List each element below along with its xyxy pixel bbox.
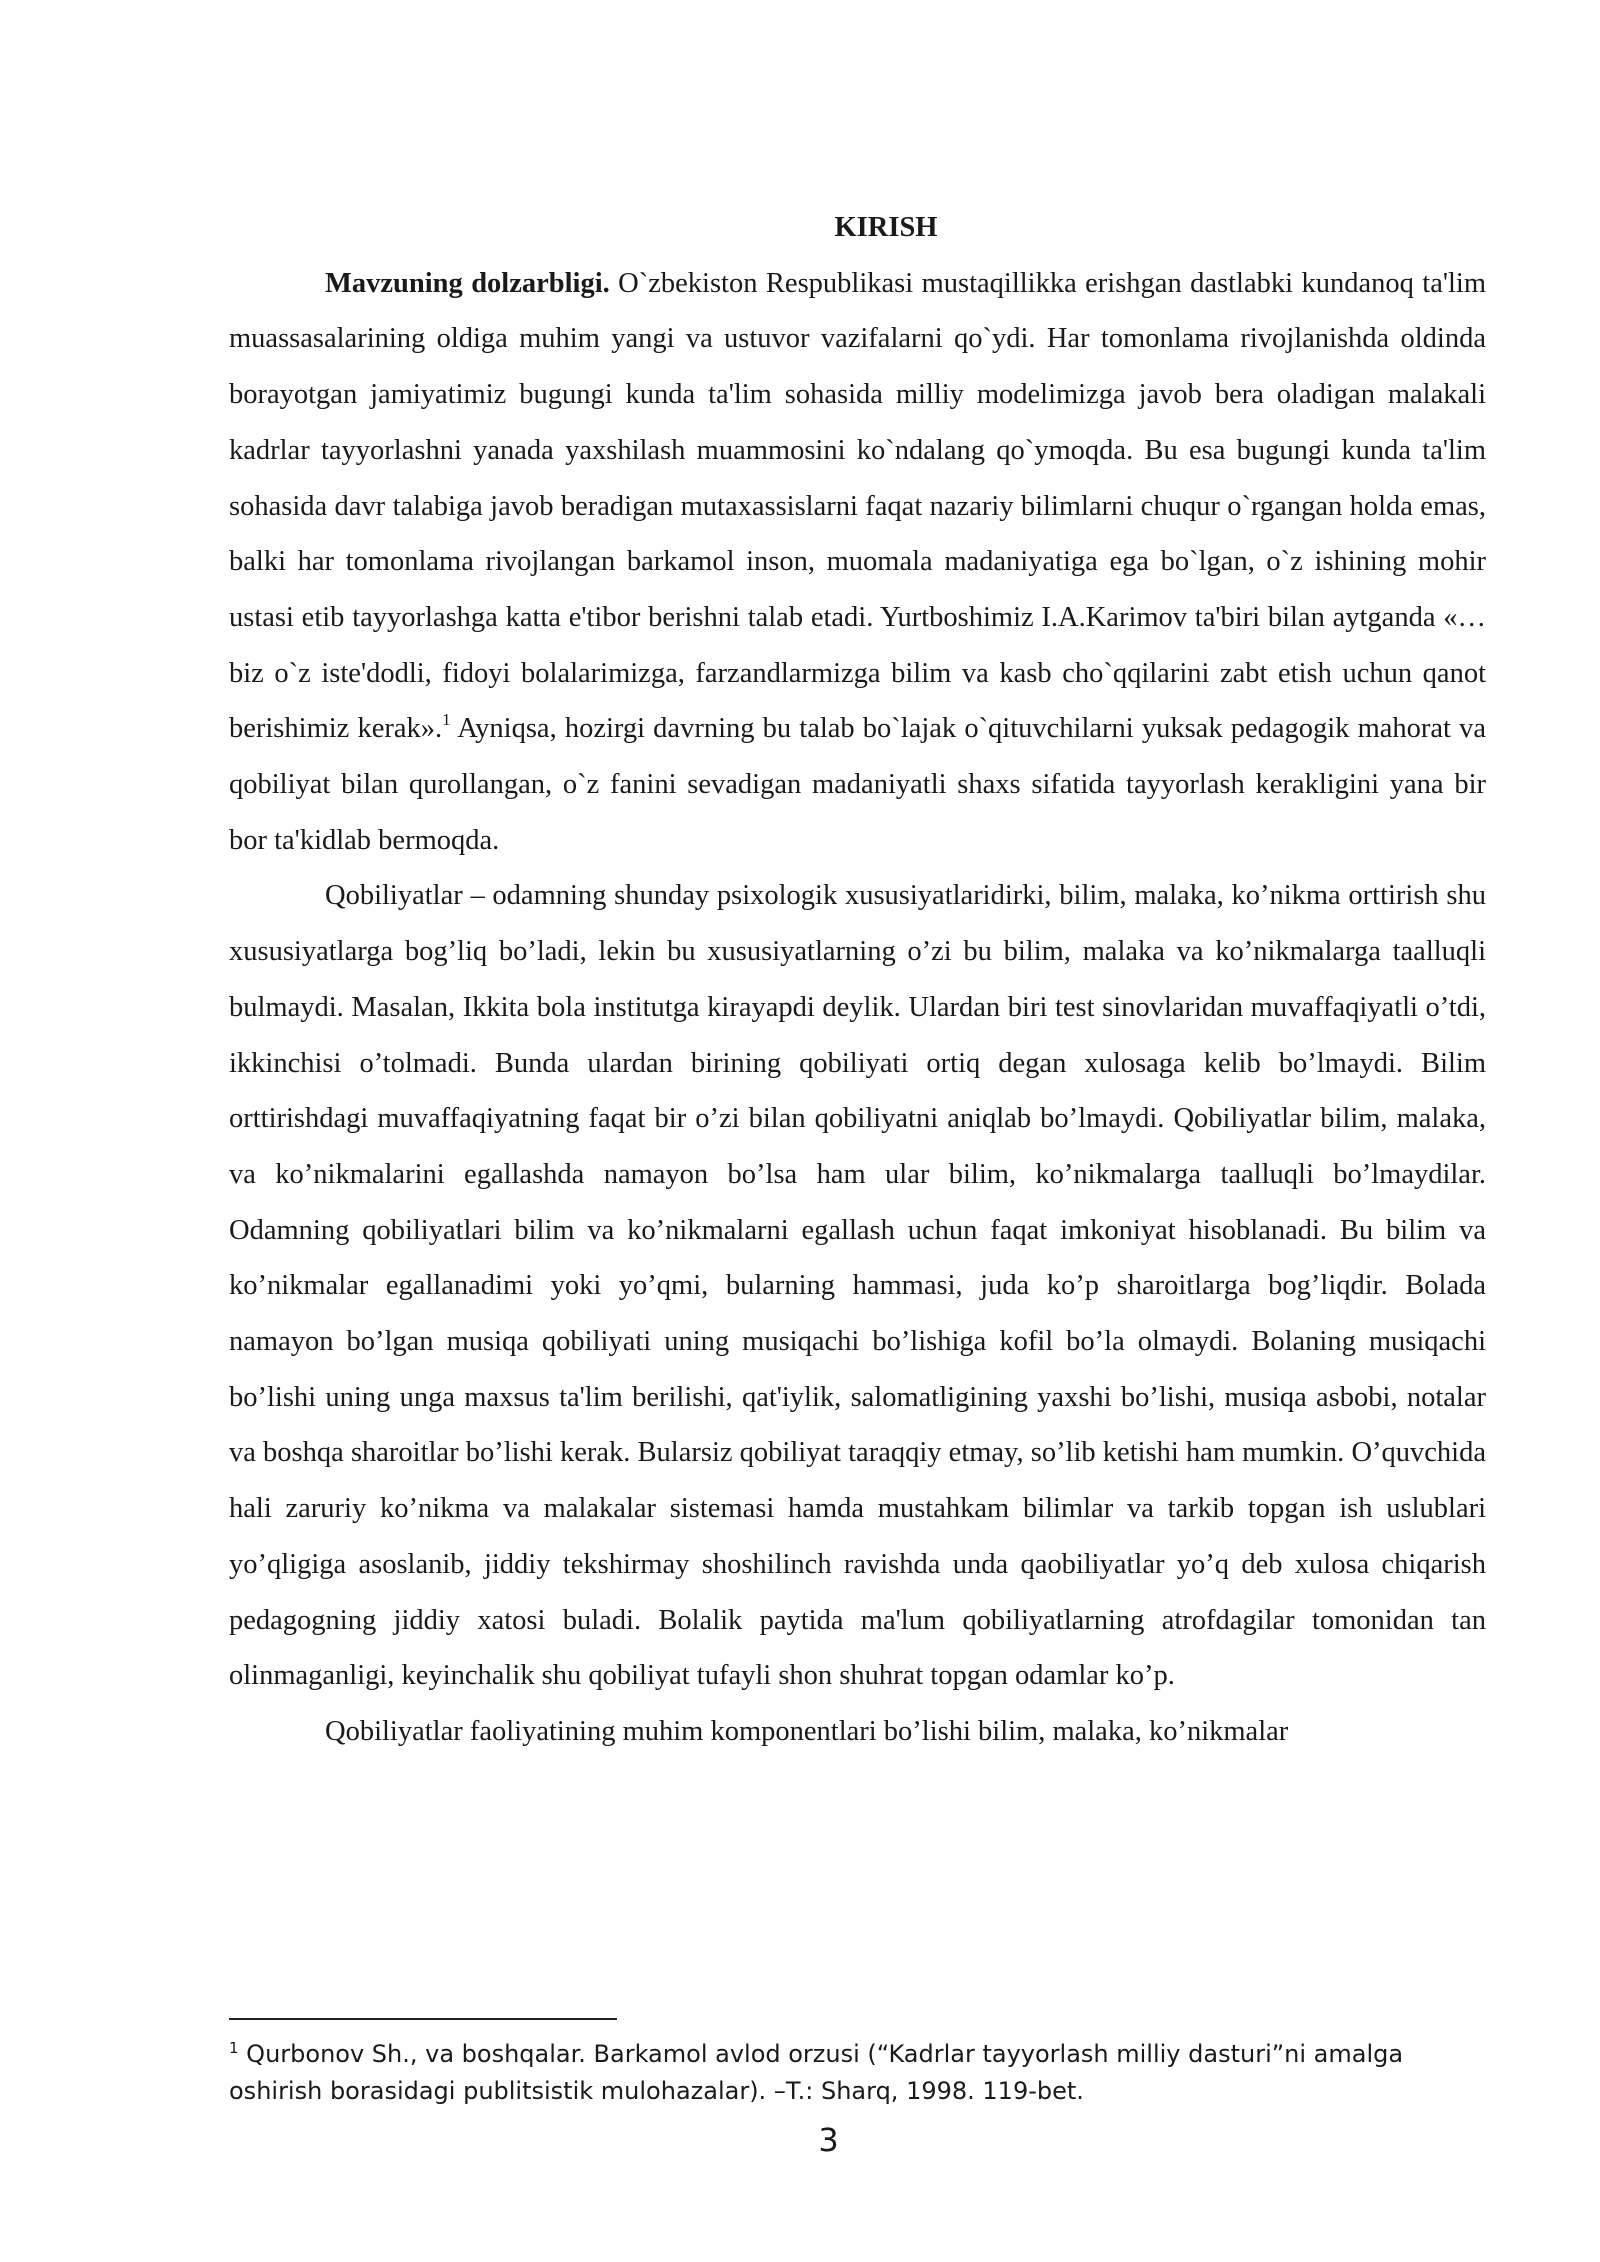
footnote-reference[interactable]: 1 — [442, 709, 451, 729]
footnote-marker: 1 — [229, 2039, 239, 2057]
main-text-block — [229, 200, 1486, 1760]
paragraph-abilities-components: Qobiliyatlar faoliyatining muhim komponentlari bo’lishi bilim, malaka, ko’nikmalar — [325, 1715, 1289, 1747]
footnote — [229, 2036, 1486, 2110]
paragraph-lead-heading: Mavzuning dolzarbligi. — [325, 267, 610, 299]
footnote-separator — [229, 2018, 617, 2020]
paragraph-relevance — [229, 256, 1486, 869]
footnote-text: Qurbonov Sh., va boshqalar. Barkamol avlod orzusi (“Kadrlar tayyorlash milliy dasturi”ni amalga oshirish borasidagi publitsistik mulohazalar). –T.: Sharq, 1998. 119-bet. — [229, 2040, 1404, 2105]
paragraph-text: Ayniqsa, hozirgi davrning bu talab bo`lajak o`qituvchilarni yuksak pedagogik mahorat va qobiliyat bilan qurollangan, o`z fanini sevadigan madaniyatli shaxs sifatida tayyorlash kerakligini yana bir bor ta'kidlab bermoqda. — [229, 713, 1486, 856]
paragraph-abilities: Qobiliyatlar – odamning shunday psixologik xususiyatlaridirki, bilim, malaka, ko’nikma orttirish shu xususiyatlarga bog’liq bo’ladi, lekin bu xususiyatlarning o’zi bu bilim, malaka va ko’nikmalarga taalluqli bulmaydi. Masalan, Ikkita bola institutga kirayapdi deylik. Ulardan biri test sinovlaridan muvaffaqiyatli o’tdi, ikkinchisi o’tolmadi. Bunda ulardan birining qobiliyati ortiq degan xulosaga kelib bo’lmaydi. Bilim orttirishdagi muvaffaqiyatning faqat bir o’zi bilan qobiliyatni aniqlab bo’lmaydi. Qobiliyatlar bilim, malaka, va ko’nikmalarini egallashda namayon bo’lsa ham ular bilim, ko’nikmalarga taalluqli bo’lmaydilar. Odamning qobiliyatlari bilim va ko’nikmalarni egallash uchun faqat imkoniyat hisoblanadi. Bu bilim va ko’nikmalar egallanadimi yoki yo’qmi, bularning hammasi, juda ko’p sharoitlarga bog’liqdir. Bolada namayon bo’lgan musiqa qobiliyati uning musiqachi bo’lishiga kofil bo’la olmaydi. Bolaning musiqachi bo’lishi uning unga maxsus ta'lim berilishi, qat'iylik, salomatligining yaxshi bo’lishi, musiqa asbobi, notalar va boshqa sharoitlar bo’lishi kerak. Bularsiz qobiliyat taraqqiy etmay, so’lib ketishi ham mumkin. O’quvchida hali zaruriy ko’nikma va malakalar sistemasi hamda mustahkam bilimlar va tarkib topgan ish uslublari yo’qligiga asoslanib, jiddiy tekshirmay shoshilinch ravishda unda qaobiliyatlar yo’q deb xulosa chiqarish pedagogning jiddiy xatosi buladi. Bolalik paytida ma'lum qobiliyatlarning atrofdagilar tomonidan tan olinmaganligi, keyinchalik shu qobiliyat tufayli shon shuhrat topgan odamlar ko’p. — [229, 880, 1486, 1692]
paragraph-text: O`zbekiston Respublikasi mustaqillikka erishgan dastlabki kundanoq ta'lim muassasalarining oldiga muhim yangi va ustuvor vazifalarni qo`ydi. Har tomonlama rivojlanishda oldinda borayotgan jamiyatimiz bugungi kunda ta'lim sohasida milliy modelimizga javob bera oladigan malakali kadrlar tayyorlashni yanada yaxshilash muammosini ko`ndalang qo`ymoqda. Bu esa bugungi kunda ta'lim sohasida davr talabiga javob beradigan mutaxassislarni faqat nazariy bilimlarni chuqur o`rgangan holda emas, balki har tomonlama rivojlangan barkamol inson, muomala madaniyatiga ega bo`lgan, o`z ishining mohir ustasi etib tayyorlashga katta e'tibor berishni talab etadi. Yurtboshimiz I.A.Karimov ta'biri bilan aytganda «…biz o`z iste'dodli, fidoyi bolalarimizga, farzandlarmizga bilim va kasb cho`qqilarini zabt etish uchun qanot berishimiz kerak». — [229, 267, 1486, 745]
page-number: 3 — [818, 2121, 839, 2159]
section-title: KIRISH — [834, 212, 938, 243]
